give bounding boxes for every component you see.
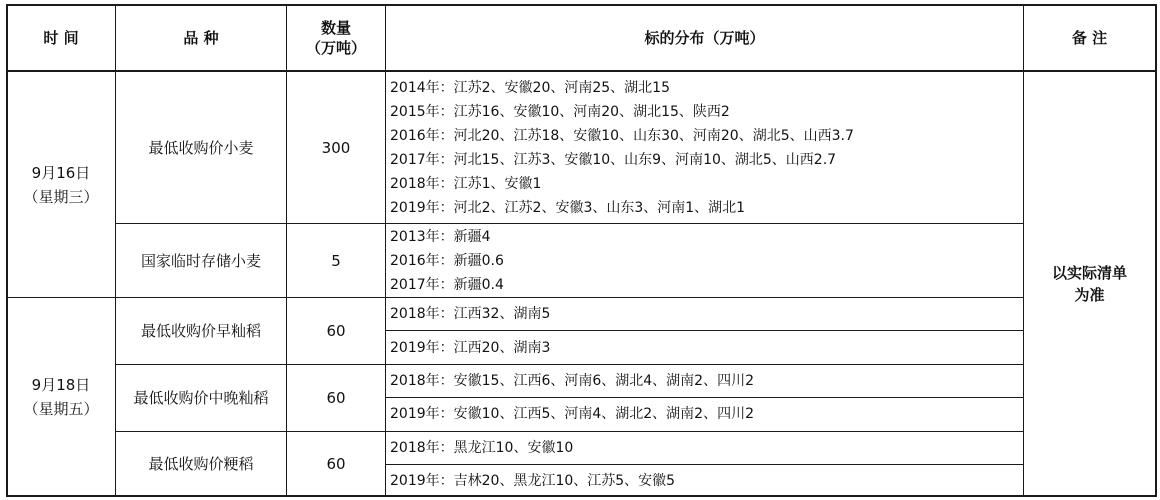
variety-cell: 最低收购价中晚籼稻 [133,389,269,407]
date-text: 9月18日 [31,375,91,394]
distribution-line: 2019年：安徽10、江西5、河南4、湖北2、湖南2、四川2 [390,406,754,422]
distribution-cell [390,225,504,297]
weekday-text: （星期三） [23,187,99,206]
quantity-cell: 60 [326,322,346,340]
weekday-text: （星期五） [23,399,99,418]
header-remarks: 备 注 [1071,29,1108,47]
distribution-line: 2018年：江苏1、安徽1 [390,176,542,192]
distribution-line: 2017年：河北15、江苏3、安徽10、山东9、河南10、湖北5、山西2.7 [390,152,837,168]
distribution-line: 2015年：江苏16、安徽10、河南20、湖北15、陕西2 [390,104,730,120]
distribution-cell [390,76,854,220]
distribution-line: 2018年：黑龙江10、安徽10 [390,440,574,456]
table-right-border [1155,4,1157,497]
date-text: 9月16日 [31,163,91,182]
quantity-cell: 300 [321,138,351,157]
distribution-line: 2013年：新疆4 [390,229,491,245]
variety-cell: 最低收购价早籼稻 [140,322,261,340]
quantity-cell: 60 [326,389,346,407]
row-divider [385,397,1023,398]
header-quantity [287,6,385,70]
remarks-line: 为准 [1074,285,1105,304]
variety-cell: 最低收购价粳稻 [148,454,254,473]
distribution-line: 2014年：江苏2、安徽20、河南25、湖北15 [390,80,670,96]
date-cell-sep16 [7,72,115,297]
remarks-line: 以实际清单 [1051,263,1127,282]
header-quantity-label: 数量 [320,19,351,37]
distribution-line: 2016年：河北20、江苏18、安徽10、山东30、河南20、湖北5、山西3.7 [390,128,854,144]
variety-cell: 最低收购价小麦 [148,138,254,157]
distribution-line: 2018年：江西32、湖南5 [390,306,551,322]
distribution-line: 2019年：吉林20、黑龙江10、江苏5、安徽5 [390,473,676,489]
row-divider [385,464,1023,465]
column-divider [385,4,386,497]
remarks-cell [1024,72,1155,495]
distribution-line: 2017年：新疆0.4 [390,277,504,293]
quantity-cell: 60 [326,454,346,473]
row-divider [385,330,1023,331]
distribution-line: 2019年：江西20、湖南3 [390,340,551,356]
variety-cell: 国家临时存储小麦 [140,251,261,270]
table-bottom-border [6,495,1156,497]
distribution-line: 2018年：安徽15、江西6、河南6、湖北4、湖南2、四川2 [390,373,754,389]
quantity-cell: 5 [331,251,341,270]
header-quantity-unit: （万吨） [305,39,366,57]
header-distribution: 标的分布（万吨） [644,29,765,47]
distribution-line: 2016年：新疆0.6 [390,253,504,269]
date-cell-sep18 [7,298,115,495]
header-time: 时 间 [43,29,79,47]
header-variety: 品 种 [183,29,219,47]
distribution-line: 2019年：河北2、江苏2、安徽3、山东3、河南1、湖北1 [390,200,746,216]
